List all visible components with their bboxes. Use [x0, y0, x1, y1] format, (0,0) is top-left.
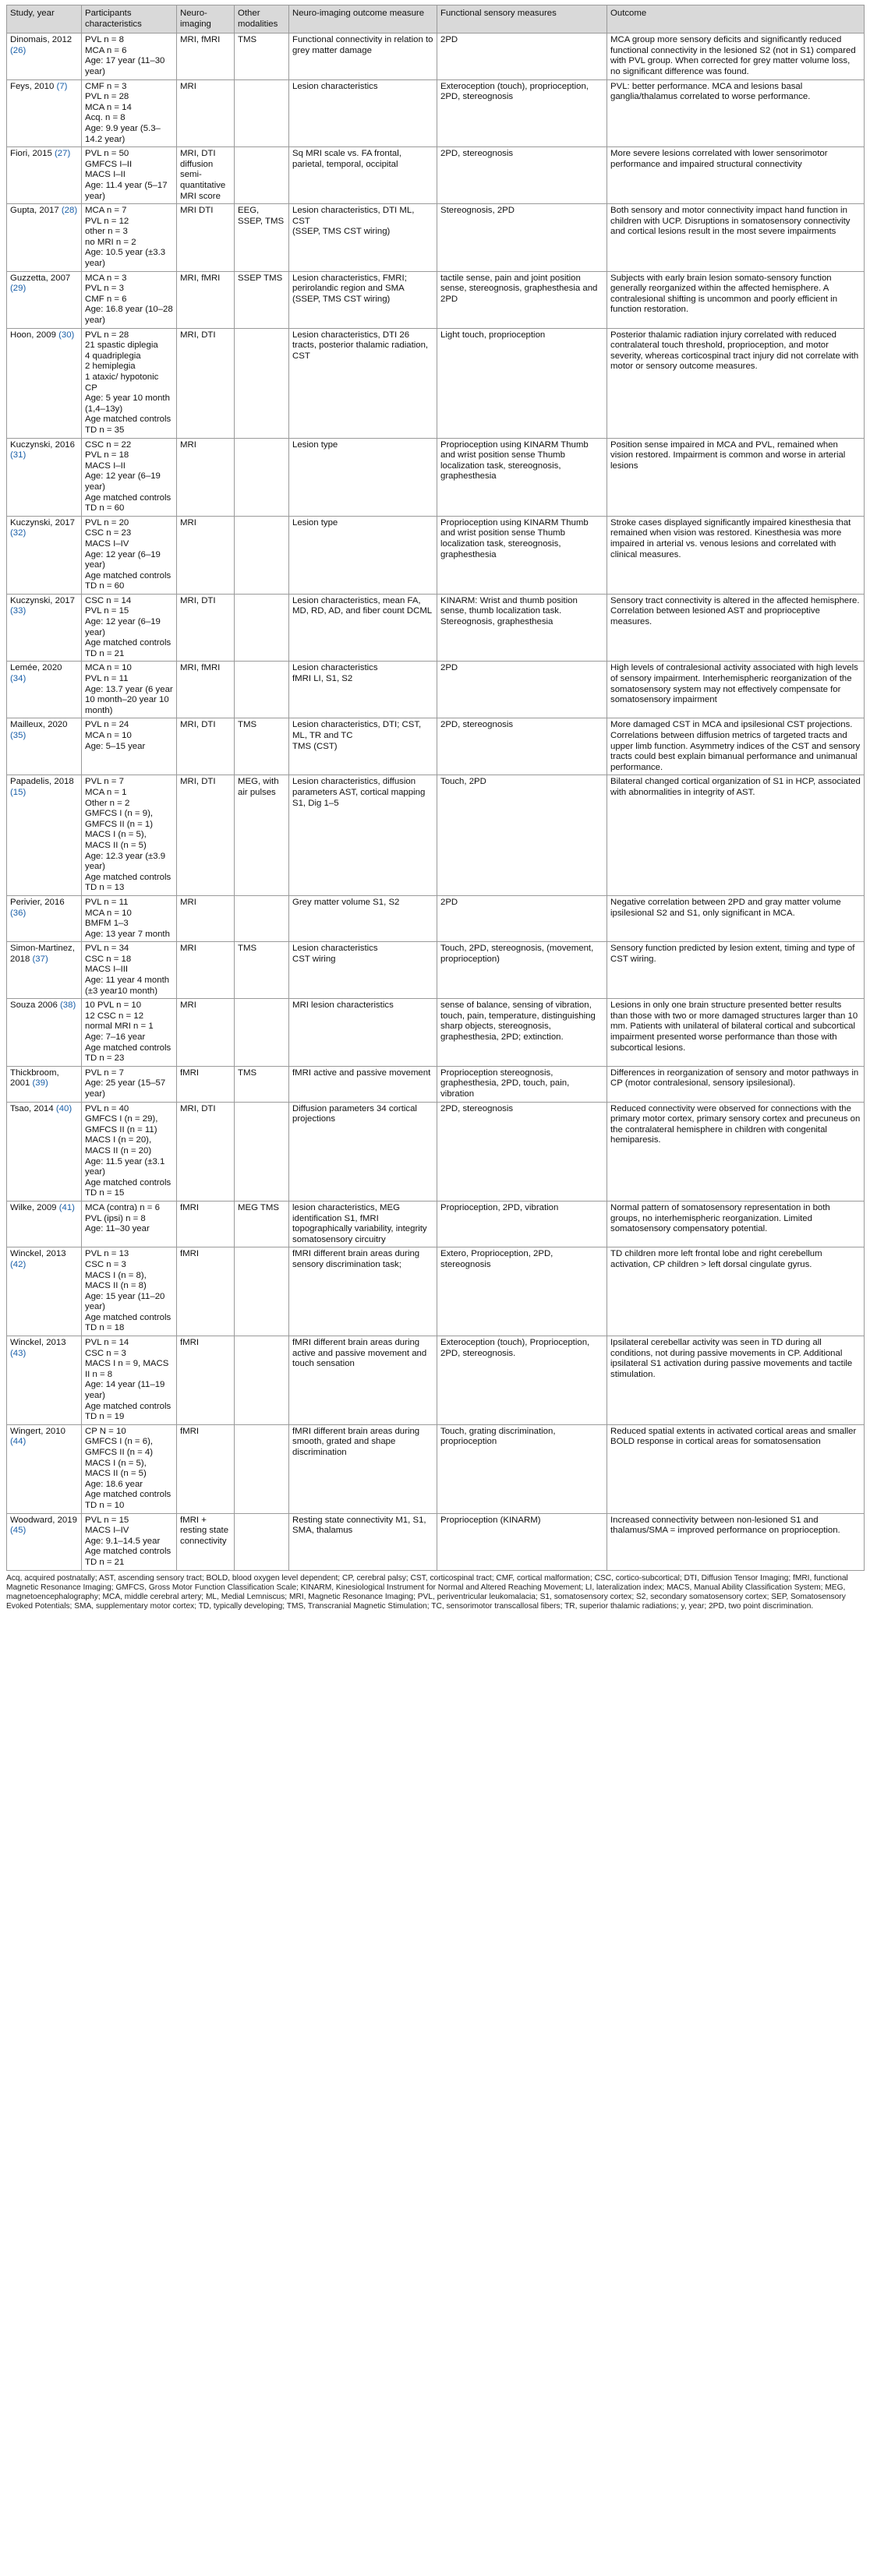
cell-sensory-measures: 2PD, stereognosis — [437, 1102, 607, 1201]
reference-link[interactable]: (44) — [10, 1437, 27, 1447]
header-sensory-measures: Functional sensory measures — [437, 5, 607, 34]
table-row — [7, 147, 865, 204]
table-row — [7, 775, 865, 896]
cell-outcome: Stroke cases displayed significantly impaired kinesthesia that remained when vision was restored. Kinesthesia was more impaired in arterial vs. venous lesions and correlated with clinical measures. — [607, 516, 865, 594]
cell-participants: MCA n = 3 PVL n = 3 CMF n = 6 Age: 16.8 year (10–28 year) — [82, 271, 177, 328]
cell-neuro-imaging: fMRI — [177, 1424, 235, 1513]
cell-study-year — [7, 1247, 82, 1336]
cell-imaging-outcome: MRI lesion characteristics — [289, 999, 437, 1067]
cell-participants: PVL n = 7 Age: 25 year (15–57 year) — [82, 1066, 177, 1102]
cell-imaging-outcome: Grey matter volume S1, S2 — [289, 895, 437, 941]
table-row — [7, 1066, 865, 1102]
cell-sensory-measures: 2PD — [437, 895, 607, 941]
cell-neuro-imaging: fMRI — [177, 1066, 235, 1102]
cell-outcome: Reduced connectivity were observed for connections with the primary motor cortex, primary sensory cortex and precuneus on the contralateral hemisphere in children with congenital hemiparesis. — [607, 1102, 865, 1201]
cell-outcome: TD children more left frontal lobe and right cerebellum activation, CP children > left dorsal cingulate gyrus. — [607, 1247, 865, 1336]
cell-imaging-outcome: Lesion type — [289, 438, 437, 516]
cell-participants: PVL n = 11 MCA n = 10 BMFM 1–3 Age: 13 year 7 month — [82, 895, 177, 941]
reference-link[interactable]: (41) — [58, 1202, 75, 1212]
cell-outcome: Normal pattern of somatosensory representation in both groups, no interhemispheric reorganization. Limited somatosensory compensatory potential. — [607, 1201, 865, 1247]
study-name: Kuczynski, 2017 — [10, 517, 75, 528]
study-name: Mailleux, 2020 — [10, 720, 68, 730]
studies-table — [6, 5, 865, 1571]
cell-neuro-imaging: fMRI — [177, 1336, 235, 1425]
cell-sensory-measures: Extero, Proprioception, 2PD, stereognosis — [437, 1247, 607, 1336]
cell-study-year — [7, 999, 82, 1067]
cell-imaging-outcome: fMRI active and passive movement — [289, 1066, 437, 1102]
reference-link[interactable]: (35) — [10, 731, 27, 740]
study-name: Feys, 2010 — [10, 81, 55, 91]
cell-neuro-imaging: MRI, DTI — [177, 718, 235, 775]
cell-study-year — [7, 1424, 82, 1513]
cell-study-year — [7, 895, 82, 941]
cell-study-year — [7, 1336, 82, 1425]
cell-imaging-outcome: Lesion characteristics — [289, 79, 437, 147]
cell-other-modalities — [235, 895, 289, 941]
cell-other-modalities — [235, 1513, 289, 1570]
table-row — [7, 1102, 865, 1201]
cell-other-modalities: TMS — [235, 34, 289, 79]
cell-study-year — [7, 775, 82, 896]
cell-outcome: Ipsilateral cerebellar activity was seen in TD during all conditions, not during passive movements in CP. Additional ipsilateral S1 activation during passive movements and tactile stimulation. — [607, 1336, 865, 1425]
cell-neuro-imaging: MRI, DTI diffusion semi-quantitative MRI score — [177, 147, 235, 204]
cell-study-year — [7, 328, 82, 438]
reference-link[interactable]: (32) — [10, 528, 27, 538]
cell-imaging-outcome: Lesion characteristics, DTI ML, CST (SSEP, TMS CST wiring) — [289, 204, 437, 272]
cell-sensory-measures: Exteroception (touch), Proprioception, 2PD, stereognosis. — [437, 1336, 607, 1425]
cell-sensory-measures: KINARM: Wrist and thumb position sense, thumb localization task. Stereognosis, graphesthesia — [437, 594, 607, 662]
study-name: Thickbroom, 2001 — [10, 1067, 59, 1089]
table-row — [7, 662, 865, 718]
reference-link[interactable]: (42) — [10, 1259, 27, 1269]
cell-sensory-measures: Touch, grating discrimination, proprioception — [437, 1424, 607, 1513]
study-name: Kuczynski, 2016 — [10, 439, 75, 450]
cell-study-year — [7, 1102, 82, 1201]
cell-outcome: Negative correlation between 2PD and gray matter volume ipsilesional S2 and S1, only significant in MCA. — [607, 895, 865, 941]
cell-study-year — [7, 718, 82, 775]
table-row — [7, 1247, 865, 1336]
cell-participants: PVL n = 13 CSC n = 3 MACS I (n = 8), MACS II (n = 8) Age: 15 year (11–20 year) Age matched controls TD n = 18 — [82, 1247, 177, 1336]
cell-neuro-imaging: MRI — [177, 999, 235, 1067]
header-outcome: Outcome — [607, 5, 865, 34]
cell-neuro-imaging: MRI, DTI — [177, 328, 235, 438]
table-row — [7, 942, 865, 999]
cell-study-year — [7, 1513, 82, 1570]
header-neuro-imaging: Neuro-imaging — [177, 5, 235, 34]
study-name: Dinomais, 2012 — [10, 35, 72, 45]
cell-imaging-outcome: Lesion characteristics, DTI; CST, ML, TR and TC TMS (CST) — [289, 718, 437, 775]
study-name: Souza 2006 — [10, 1000, 58, 1011]
table-header — [7, 5, 865, 34]
study-name: Winckel, 2013 — [10, 1249, 66, 1259]
cell-outcome: More severe lesions correlated with lower sensorimotor performance and impaired structural connectivity — [607, 147, 865, 204]
cell-imaging-outcome: Lesion characteristics, diffusion parameters AST, cortical mapping S1, Dig 1–5 — [289, 775, 437, 896]
cell-participants: 10 PVL n = 10 12 CSC n = 12 normal MRI n = 1 Age: 7–16 year Age matched controls TD n = 23 — [82, 999, 177, 1067]
study-name: Wingert, 2010 — [10, 1426, 65, 1436]
reference-link[interactable]: (36) — [10, 908, 27, 918]
table-row — [7, 895, 865, 941]
cell-sensory-measures: Touch, 2PD, stereognosis, (movement, proprioception) — [437, 942, 607, 999]
table-body — [7, 34, 865, 1570]
cell-neuro-imaging: fMRI + resting state connectivity — [177, 1513, 235, 1570]
table-row — [7, 79, 865, 147]
reference-link[interactable]: (30) — [58, 330, 75, 340]
reference-link[interactable]: (37) — [32, 954, 48, 964]
cell-outcome: More damaged CST in MCA and ipsilesional CST projections. Correlations between diffusion metrics of targeted tracts and upper limb function. Asymmetry indices of the CST and sensory tracts could best explain bimanual performance and unimanual performance. — [607, 718, 865, 775]
cell-imaging-outcome: fMRI different brain areas during active and passive movement and touch sensation — [289, 1336, 437, 1425]
cell-neuro-imaging: MRI — [177, 79, 235, 147]
cell-sensory-measures: Proprioception using KINARM Thumb and wrist position sense Thumb localization task, stereognosis, graphesthesia — [437, 516, 607, 594]
cell-sensory-measures: Light touch, proprioception — [437, 328, 607, 438]
cell-other-modalities — [235, 147, 289, 204]
cell-study-year — [7, 147, 82, 204]
cell-neuro-imaging: MRI, DTI — [177, 775, 235, 896]
cell-outcome: Bilateral changed cortical organization of S1 in HCP, associated with abnormalities in integrity of AST. — [607, 775, 865, 896]
cell-neuro-imaging: MRI — [177, 438, 235, 516]
cell-participants: PVL n = 50 GMFCS I–II MACS I–II Age: 11.4 year (5–17 year) — [82, 147, 177, 204]
document-page — [6, 5, 864, 1611]
reference-link[interactable]: (31) — [10, 450, 27, 461]
cell-sensory-measures: 2PD, stereognosis — [437, 718, 607, 775]
cell-other-modalities — [235, 594, 289, 662]
cell-other-modalities — [235, 999, 289, 1067]
cell-neuro-imaging: MRI — [177, 942, 235, 999]
cell-study-year — [7, 204, 82, 272]
cell-imaging-outcome: fMRI different brain areas during sensory discrimination task; — [289, 1247, 437, 1336]
cell-participants: MCA n = 10 PVL n = 11 Age: 13.7 year (6 year 10 month–20 year 10 month) — [82, 662, 177, 718]
cell-imaging-outcome: fMRI different brain areas during smooth, grated and shape discrimination — [289, 1424, 437, 1513]
cell-sensory-measures: Exteroception (touch), proprioception, 2PD, stereognosis — [437, 79, 607, 147]
cell-study-year — [7, 79, 82, 147]
cell-other-modalities — [235, 328, 289, 438]
cell-outcome: Lesions in only one brain structure presented better results than those with two or more damaged structures larger than 10 mm. Patients with unilateral of bilateral cortical and subcortical impairment presented worse performance than those with subcortical lesions. — [607, 999, 865, 1067]
cell-other-modalities — [235, 1424, 289, 1513]
cell-study-year — [7, 942, 82, 999]
cell-study-year — [7, 271, 82, 328]
table-row — [7, 594, 865, 662]
study-name: Papadelis, 2018 — [10, 777, 74, 787]
cell-imaging-outcome: lesion characteristics, MEG identification S1, fMRI topographically variability, integrity somatosensory circuitry — [289, 1201, 437, 1247]
study-name: Hoon, 2009 — [10, 330, 56, 340]
reference-link[interactable]: (7) — [56, 81, 68, 91]
cell-imaging-outcome: Lesion characteristics, mean FA, MD, RD, AD, and fiber count DCML — [289, 594, 437, 662]
reference-link[interactable]: (29) — [10, 284, 27, 294]
table-row — [7, 1424, 865, 1513]
cell-outcome: PVL: better performance. MCA and lesions basal ganglia/thalamus correlated to worse performance. — [607, 79, 865, 147]
reference-link[interactable]: (40) — [55, 1103, 72, 1113]
cell-outcome: Posterior thalamic radiation injury correlated with reduced contralateral touch threshold, proprioception, and motor severity, whereas corticospinal tract injury did not correlate with motor or sensory outcome measures. — [607, 328, 865, 438]
table-row — [7, 438, 865, 516]
table-footnote: Acq, acquired postnatally; AST, ascending sensory tract; BOLD, blood oxygen level dependent; CP, cerebral palsy; CST, corticospinal tract; CMF, cortical malformation; CSC, cortico-subcortical; DTI, Diffusion Tensor Imaging; fMRI, functional Magnetic Resonance Imaging; GMFCS, Gross Motor Function Classification Scale; KINARM, Kinesiological Instrument for Normal and Altered Reaching Movement; LI, lateralization index; MACS, Manual Ability Classification System; MEG, magnetoencephalography; MCA, middle cerebral artery; ML, Medial Lemniscus; MRI, Magnetic Resonance Imaging; PVL, periventricular leukomalacia; S1, somatosensory cortex; S2, secondary somatosensory cortex; SEP, Somatosensory Evoked Potentials; SMA, supplementary motor cortex; TD, typically developing; TMS, Transcranial Magnetic Stimulation; TC, sensorimotor transcallosal fibers; TR, superior thalamic radiations; y, year; 2PD, two point discrimination. — [6, 1573, 848, 1611]
cell-neuro-imaging: fMRI — [177, 1201, 235, 1247]
cell-outcome: Position sense impaired in MCA and PVL, remained when vision restored. Impairment is common and worse in arterial lesions — [607, 438, 865, 516]
cell-outcome: MCA group more sensory deficits and significantly reduced functional connectivity in the lesioned S2 (not in S1) compared with PVL group. When corrected for grey matter volume loss, no significant difference was found. — [607, 34, 865, 79]
table-row — [7, 718, 865, 775]
cell-participants: PVL n = 28 21 spastic diplegia 4 quadriplegia 2 hemiplegia 1 ataxic/ hypotonic CP Age: 5 year 10 month (1,4–13y) Age matched controls TD n = 35 — [82, 328, 177, 438]
cell-neuro-imaging: MRI, fMRI — [177, 662, 235, 718]
study-name: Fiori, 2015 — [10, 149, 52, 159]
table-row — [7, 204, 865, 272]
reference-link[interactable]: (33) — [10, 606, 27, 616]
cell-participants: CSC n = 22 PVL n = 18 MACS I–II Age: 12 year (6–19 year) Age matched controls TD n = 60 — [82, 438, 177, 516]
cell-imaging-outcome: Sq MRI scale vs. FA frontal, parietal, temporal, occipital — [289, 147, 437, 204]
cell-sensory-measures: Proprioception using KINARM Thumb and wrist position sense Thumb localization task, stereognosis, graphesthesia — [437, 438, 607, 516]
cell-imaging-outcome: Lesion characteristics, FMRI; perirolandic region and SMA (SSEP, TMS CST wiring) — [289, 271, 437, 328]
cell-neuro-imaging: fMRI — [177, 1247, 235, 1336]
cell-imaging-outcome: Resting state connectivity M1, S1, SMA, thalamus — [289, 1513, 437, 1570]
cell-participants: PVL n = 8 MCA n = 6 Age: 17 year (11–30 year) — [82, 34, 177, 79]
cell-sensory-measures: 2PD — [437, 34, 607, 79]
cell-other-modalities — [235, 516, 289, 594]
cell-other-modalities: SSEP TMS — [235, 271, 289, 328]
cell-sensory-measures: Touch, 2PD — [437, 775, 607, 896]
cell-other-modalities: TMS — [235, 718, 289, 775]
cell-participants: CP N = 10 GMFCS I (n = 6), GMFCS II (n = 4) MACS I (n = 5), MACS II (n = 5) Age: 18.6 year Age matched controls TD n = 10 — [82, 1424, 177, 1513]
cell-imaging-outcome: Diffusion parameters 34 cortical projections — [289, 1102, 437, 1201]
cell-participants: PVL n = 20 CSC n = 23 MACS I–IV Age: 12 year (6–19 year) Age matched controls TD n = 60 — [82, 516, 177, 594]
cell-neuro-imaging: MRI — [177, 895, 235, 941]
reference-link[interactable]: (38) — [59, 1000, 76, 1011]
reference-link[interactable]: (26) — [10, 45, 27, 55]
cell-neuro-imaging: MRI, DTI — [177, 1102, 235, 1201]
cell-study-year — [7, 438, 82, 516]
study-name: Simon-Martinez, 2018 — [10, 944, 75, 964]
table-row — [7, 271, 865, 328]
cell-participants: CSC n = 14 PVL n = 15 Age: 12 year (6–19 year) Age matched controls TD n = 21 — [82, 594, 177, 662]
cell-outcome: Sensory function predicted by lesion extent, timing and type of CST wiring. — [607, 942, 865, 999]
cell-other-modalities: TMS — [235, 1066, 289, 1102]
cell-study-year — [7, 594, 82, 662]
cell-study-year — [7, 1201, 82, 1247]
cell-participants: PVL n = 15 MACS I–IV Age: 9.1–14.5 year Age matched controls TD n = 21 — [82, 1513, 177, 1570]
reference-link[interactable]: (28) — [61, 206, 78, 216]
cell-other-modalities: MEG TMS — [235, 1201, 289, 1247]
cell-imaging-outcome: Lesion type — [289, 516, 437, 594]
cell-outcome: Subjects with early brain lesion somato-sensory function generally reorganized within the affected hemisphere. A contralesional shifting is uncommon and poorly efficient in function restoration. — [607, 271, 865, 328]
cell-study-year — [7, 662, 82, 718]
study-name: Gupta, 2017 — [10, 206, 59, 216]
table-row — [7, 999, 865, 1067]
study-name: Winckel, 2013 — [10, 1338, 66, 1348]
cell-study-year — [7, 516, 82, 594]
table-row — [7, 1513, 865, 1570]
cell-sensory-measures: Proprioception, 2PD, vibration — [437, 1201, 607, 1247]
cell-outcome: Reduced spatial extents in activated cortical areas and smaller BOLD response in cortical areas for somatosensation — [607, 1424, 865, 1513]
cell-other-modalities — [235, 438, 289, 516]
cell-neuro-imaging: MRI DTI — [177, 204, 235, 272]
reference-link[interactable]: (45) — [10, 1526, 27, 1536]
cell-other-modalities — [235, 79, 289, 147]
table-row — [7, 1201, 865, 1247]
cell-sensory-measures: Stereognosis, 2PD — [437, 204, 607, 272]
cell-sensory-measures: sense of balance, sensing of vibration, touch, pain, temperature, distinguishing sharp objects, stereognosis, graphesthesia, 2PD; extinction. — [437, 999, 607, 1067]
cell-outcome: Both sensory and motor connectivity impact hand function in children with UCP. Disruptions in somatosensory connectivity and cortical lesions result in the most severe impairments — [607, 204, 865, 272]
cell-sensory-measures: tactile sense, pain and joint position sense, stereognosis, graphesthesia and 2PD — [437, 271, 607, 328]
cell-sensory-measures: 2PD, stereognosis — [437, 147, 607, 204]
cell-neuro-imaging: MRI, DTI — [177, 594, 235, 662]
cell-other-modalities: TMS — [235, 942, 289, 999]
header-study-year: Study, year — [7, 5, 82, 34]
table-row — [7, 516, 865, 594]
cell-sensory-measures: Proprioception (KINARM) — [437, 1513, 607, 1570]
reference-link[interactable]: (39) — [32, 1078, 48, 1089]
study-name: Tsao, 2014 — [10, 1103, 54, 1113]
cell-neuro-imaging: MRI, fMRI — [177, 271, 235, 328]
cell-study-year — [7, 1066, 82, 1102]
header-row — [7, 5, 865, 34]
cell-imaging-outcome: Lesion characteristics CST wiring — [289, 942, 437, 999]
table-row — [7, 34, 865, 79]
cell-neuro-imaging: MRI — [177, 516, 235, 594]
cell-outcome: Sensory tract connectivity is altered in the affected hemisphere. Correlation between lesioned AST and proprioceptive measures. — [607, 594, 865, 662]
cell-outcome: Differences in reorganization of sensory and motor pathways in CP (motor contralesional, sensory ipsilesional). — [607, 1066, 865, 1102]
cell-participants: PVL n = 14 CSC n = 3 MACS I n = 9, MACS II n = 8 Age: 14 year (11–19 year) Age matched controls TD n = 19 — [82, 1336, 177, 1425]
cell-participants: MCA (contra) n = 6 PVL (ipsi) n = 8 Age: 11–30 year — [82, 1201, 177, 1247]
cell-sensory-measures: 2PD — [437, 662, 607, 718]
cell-outcome: High levels of contralesional activity associated with high levels of sensory impairment. Interhemispheric reorganization of the somatosensory system may not effectively compensate for somatosensory impairment — [607, 662, 865, 718]
cell-study-year — [7, 34, 82, 79]
cell-neuro-imaging: MRI, fMRI — [177, 34, 235, 79]
study-name: Lemée, 2020 — [10, 663, 62, 673]
reference-link[interactable]: (43) — [10, 1348, 27, 1358]
cell-other-modalities — [235, 1102, 289, 1201]
cell-imaging-outcome: Functional connectivity in relation to grey matter damage — [289, 34, 437, 79]
cell-imaging-outcome: Lesion characteristics, DTI 26 tracts, posterior thalamic radiation, CST — [289, 328, 437, 438]
cell-participants: PVL n = 24 MCA n = 10 Age: 5–15 year — [82, 718, 177, 775]
table-row — [7, 328, 865, 438]
cell-participants: PVL n = 40 GMFCS I (n = 29), GMFCS II (n = 11) MACS I (n = 20), MACS II (n = 20) Age: 11.5 year (±3.1 year) Age matched controls TD n = 15 — [82, 1102, 177, 1201]
study-name: Kuczynski, 2017 — [10, 595, 75, 605]
cell-participants: CMF n = 3 PVL n = 28 MCA n = 14 Acq. n = 8 Age: 9.9 year (5.3–14.2 year) — [82, 79, 177, 147]
table-row — [7, 1336, 865, 1425]
cell-other-modalities — [235, 662, 289, 718]
cell-other-modalities: MEG, with air pulses — [235, 775, 289, 896]
header-participants: Participants characteristics — [82, 5, 177, 34]
reference-link[interactable]: (15) — [10, 787, 27, 797]
cell-sensory-measures: Proprioception stereognosis, graphesthesia, 2PD, touch, pain, vibration — [437, 1066, 607, 1102]
study-name: Guzzetta, 2007 — [10, 273, 71, 283]
cell-outcome: Increased connectivity between non-lesioned S1 and thalamus/SMA = improved performance on proprioception. — [607, 1513, 865, 1570]
cell-participants: PVL n = 7 MCA n = 1 Other n = 2 GMFCS I (n = 9), GMFCS II (n = 1) MACS I (n = 5), MACS II (n = 5) Age: 12.3 year (±3.9 year) Age matched controls TD n = 13 — [82, 775, 177, 896]
cell-participants: PVL n = 34 CSC n = 18 MACS I–III Age: 11 year 4 month (±3 year10 month) — [82, 942, 177, 999]
cell-other-modalities: EEG, SSEP, TMS — [235, 204, 289, 272]
reference-link[interactable]: (34) — [10, 674, 27, 684]
header-imaging-outcome: Neuro-imaging outcome measure — [289, 5, 437, 34]
study-name: Wilke, 2009 — [10, 1202, 57, 1212]
header-other-modalities: Other modalities — [235, 5, 289, 34]
cell-other-modalities — [235, 1336, 289, 1425]
cell-participants: MCA n = 7 PVL n = 12 other n = 3 no MRI n = 2 Age: 10.5 year (±3.3 year) — [82, 204, 177, 272]
cell-other-modalities — [235, 1247, 289, 1336]
reference-link[interactable]: (27) — [55, 149, 71, 159]
cell-imaging-outcome: Lesion characteristics fMRI LI, S1, S2 — [289, 662, 437, 718]
study-name: Woodward, 2019 — [10, 1515, 77, 1525]
study-name: Perivier, 2016 — [10, 897, 65, 907]
